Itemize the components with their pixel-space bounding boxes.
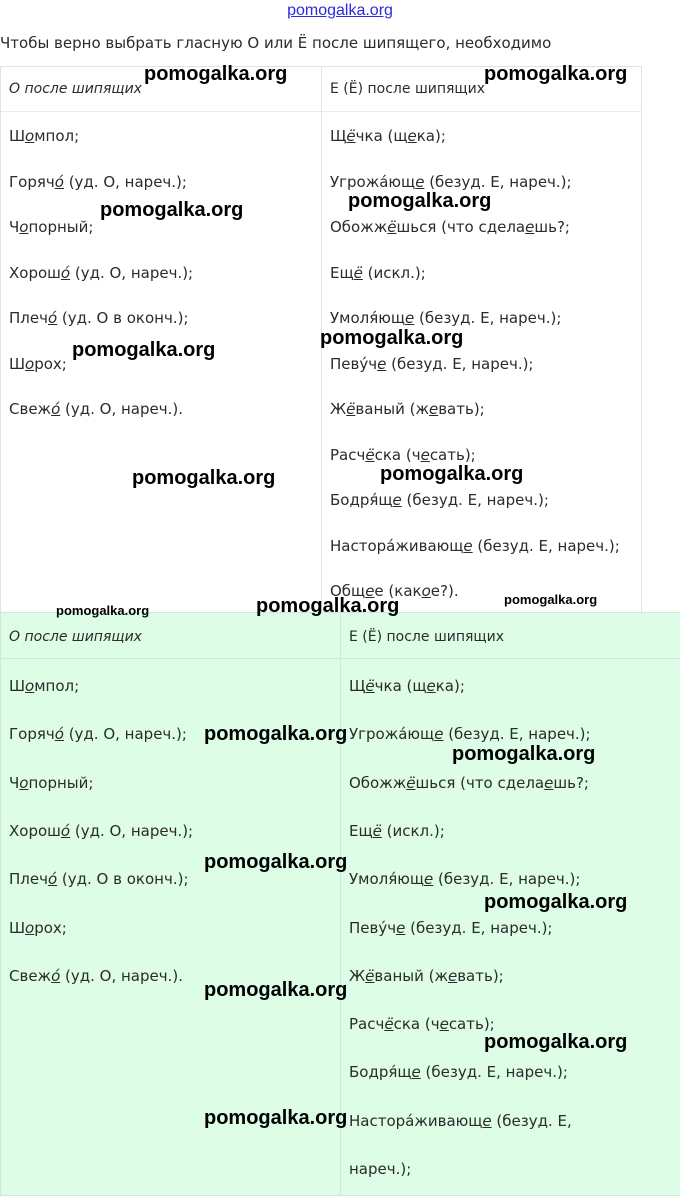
- list-item: [349, 1015, 495, 1033]
- highlighted-vowel: о: [421, 582, 431, 600]
- highlighted-vowel: е: [392, 491, 402, 509]
- word-part: мпол;: [34, 127, 80, 145]
- word-part: рох;: [34, 354, 67, 373]
- word-part: Ш: [9, 677, 26, 695]
- watermark: pomogalka.org: [204, 851, 348, 873]
- word-part: ка);: [435, 677, 465, 695]
- word-part: Расч: [330, 445, 366, 464]
- list-item: [330, 446, 476, 464]
- word-part: (уд. О, нареч.).: [60, 966, 183, 985]
- list-item: [330, 309, 561, 327]
- highlighted-vowel: о́: [60, 821, 71, 840]
- watermark: pomogalka.org: [504, 592, 598, 607]
- word-part: (искл.);: [381, 821, 445, 840]
- list-item: [349, 870, 580, 888]
- word-part: Бодря́щ: [330, 491, 393, 509]
- column-e: [340, 613, 680, 1195]
- word-part: Горяч: [9, 172, 55, 191]
- highlighted-vowel: о: [25, 677, 35, 695]
- list-item: [349, 1160, 411, 1178]
- word-part: порный;: [28, 218, 94, 236]
- word-part: Щ: [349, 677, 366, 695]
- vowel-table: [0, 66, 642, 613]
- highlighted-vowel: ё: [384, 1015, 394, 1034]
- word-part: Ш: [9, 354, 26, 373]
- word-part: (уд. О, нареч.);: [70, 821, 194, 840]
- word-part: Настора́живающ: [330, 536, 464, 555]
- list-item: [9, 264, 193, 282]
- word-part: (безуд. Е, нареч.);: [424, 172, 572, 191]
- word-part: Умоля́ющ: [349, 870, 424, 889]
- word-part: сать);: [429, 445, 476, 464]
- highlighted-vowel: е: [439, 1015, 449, 1034]
- watermark: pomogalka.org: [348, 190, 492, 212]
- list-item: [9, 400, 183, 418]
- highlighted-vowel: ё: [365, 677, 375, 695]
- watermark: pomogalka.org: [100, 199, 244, 221]
- list-item: [9, 774, 93, 792]
- word-part: Угрожа́ющ: [330, 172, 416, 191]
- list-item: [9, 309, 189, 327]
- word-part: Расч: [349, 1015, 385, 1034]
- list-item: [9, 677, 79, 695]
- vowel-table-highlighted: [0, 612, 680, 1196]
- highlighted-vowel: о́: [51, 966, 61, 985]
- highlighted-vowel: е: [411, 1063, 421, 1082]
- word-part: Умоля́ющ: [330, 309, 405, 327]
- list-item: [330, 264, 426, 282]
- highlighted-vowel: о́: [51, 400, 61, 418]
- highlighted-vowel: о: [25, 354, 35, 373]
- highlighted-vowel: о: [19, 773, 29, 792]
- word-part: Свеж: [9, 400, 52, 418]
- word-part: (безуд. Е, нареч.);: [414, 309, 562, 327]
- word-part: Хорош: [9, 821, 61, 840]
- word-part: Певу́ч: [330, 354, 378, 373]
- highlighted-vowel: о: [25, 918, 35, 937]
- word-part: (безуд. Е,: [491, 1111, 572, 1130]
- watermark: pomogalka.org: [320, 327, 464, 349]
- list-item: [9, 870, 189, 888]
- highlighted-vowel: е: [377, 354, 387, 373]
- word-part: нареч.);: [349, 1160, 412, 1178]
- word-part: (уд. О, нареч.).: [60, 400, 183, 418]
- word-part: сать);: [448, 1015, 495, 1034]
- word-part: Настора́живающ: [349, 1111, 483, 1130]
- highlighted-vowel: е: [463, 536, 473, 555]
- watermark: pomogalka.org: [204, 1107, 348, 1129]
- list-item: [9, 822, 193, 840]
- word-part: Бодря́щ: [349, 1063, 412, 1082]
- site-link[interactable]: pomogalka.org: [287, 2, 393, 19]
- word-part: Ж: [349, 966, 366, 985]
- column-o-header: О после шипящих: [9, 81, 142, 97]
- word-part: (безуд. Е, нареч.);: [386, 354, 534, 373]
- highlighted-vowel: е: [426, 677, 436, 695]
- word-part: е (как: [374, 582, 422, 600]
- word-part: (уд. О, нареч.);: [70, 263, 194, 282]
- word-part: (безуд. Е, нареч.);: [405, 918, 553, 937]
- word-part: Плеч: [9, 309, 48, 327]
- word-part: (безуд. Е, нареч.);: [420, 1063, 568, 1082]
- list-item: [9, 173, 187, 191]
- word-part: е?).: [430, 582, 459, 600]
- word-part: Ещ: [330, 263, 354, 282]
- word-part: (безуд. Е, нареч.);: [472, 536, 620, 555]
- highlighted-vowel: е: [482, 1111, 492, 1130]
- watermark: pomogalka.org: [484, 1031, 628, 1053]
- word-part: Плеч: [9, 870, 48, 889]
- watermark: pomogalka.org: [72, 339, 216, 361]
- list-item: [9, 967, 183, 985]
- word-part: Свеж: [9, 966, 52, 985]
- word-part: Угрожа́ющ: [349, 725, 435, 744]
- list-item: [330, 491, 549, 509]
- word-part: вать);: [457, 966, 504, 985]
- list-item: [330, 537, 620, 555]
- watermark: pomogalka.org: [204, 979, 348, 1001]
- highlighted-vowel: ё: [406, 773, 416, 792]
- intro-text: Чтобы верно выбрать гласную О или Ё после шипящего, необходимо: [0, 34, 552, 52]
- word-part: Общ: [330, 582, 366, 600]
- watermark: pomogalka.org: [452, 743, 596, 765]
- word-part: Ещ: [349, 821, 373, 840]
- word-part: Обожж: [330, 218, 388, 236]
- word-part: (безуд. Е, нареч.);: [433, 870, 581, 889]
- word-part: (уд. О, нареч.);: [63, 725, 187, 744]
- highlighted-vowel: о: [19, 218, 29, 236]
- highlighted-vowel: е: [365, 582, 375, 600]
- list-item: [349, 677, 465, 695]
- watermark: pomogalka.org: [256, 595, 400, 617]
- list-item: [9, 218, 93, 236]
- list-item: [349, 725, 591, 743]
- highlighted-vowel: е: [396, 918, 406, 937]
- word-part: Ч: [9, 773, 20, 792]
- word-part: вать);: [438, 400, 485, 418]
- word-part: шь?;: [534, 218, 570, 236]
- highlighted-vowel: е: [405, 309, 415, 327]
- list-item: [9, 919, 67, 937]
- list-item: [9, 725, 187, 743]
- word-part: (уд. О в оконч.);: [57, 870, 189, 889]
- list-item: [349, 1112, 572, 1130]
- highlighted-vowel: ё: [346, 127, 356, 145]
- word-part: Ж: [330, 400, 347, 418]
- list-item: [349, 774, 589, 792]
- highlighted-vowel: ё: [353, 263, 363, 282]
- word-part: чка (щ: [355, 127, 408, 145]
- highlighted-vowel: ё: [365, 966, 375, 985]
- highlighted-vowel: о: [25, 127, 35, 145]
- highlighted-vowel: о́: [47, 870, 58, 889]
- highlighted-vowel: о́: [54, 172, 64, 191]
- highlighted-vowel: о́: [60, 263, 71, 282]
- word-part: порный;: [28, 773, 94, 792]
- word-part: ка);: [416, 127, 446, 145]
- word-part: шь?;: [553, 773, 589, 792]
- highlighted-vowel: е: [447, 966, 458, 985]
- word-part: мпол;: [34, 677, 80, 695]
- word-part: чка (щ: [374, 677, 427, 695]
- highlighted-vowel: е: [407, 127, 417, 145]
- watermark: pomogalka.org: [380, 463, 524, 485]
- highlighted-vowel: е: [424, 870, 434, 889]
- list-item: [330, 400, 485, 418]
- word-part: (искл.);: [362, 263, 426, 282]
- word-part: Щ: [330, 127, 347, 145]
- watermark: pomogalka.org: [484, 63, 628, 85]
- word-part: Горяч: [9, 725, 55, 744]
- watermark: pomogalka.org: [56, 603, 150, 618]
- highlighted-vowel: ё: [387, 218, 397, 236]
- highlighted-vowel: о́: [47, 309, 58, 327]
- word-part: (безуд. Е, нареч.);: [443, 725, 591, 744]
- word-part: Ш: [9, 127, 26, 145]
- word-part: ваный (ж: [374, 966, 448, 985]
- list-item: [330, 173, 572, 191]
- highlighted-vowel: е: [525, 218, 535, 236]
- highlighted-vowel: о́: [54, 725, 64, 744]
- word-part: шься (что сдела: [415, 773, 545, 792]
- word-part: (уд. О, нареч.);: [63, 172, 187, 191]
- watermark: pomogalka.org: [204, 723, 348, 745]
- word-part: (уд. О в оконч.);: [57, 309, 189, 327]
- list-item: [349, 822, 445, 840]
- list-item: [9, 355, 67, 373]
- highlighted-vowel: е: [420, 445, 430, 464]
- word-part: Обожж: [349, 773, 407, 792]
- list-item: [330, 218, 570, 236]
- highlighted-vowel: е: [544, 773, 554, 792]
- list-item: [349, 967, 504, 985]
- word-part: рох;: [34, 918, 67, 937]
- watermark: pomogalka.org: [484, 891, 628, 913]
- list-item: [330, 355, 534, 373]
- word-part: Ш: [9, 918, 26, 937]
- word-part: ваный (ж: [355, 400, 429, 418]
- list-item: [9, 127, 79, 145]
- word-part: ска (ч: [374, 445, 421, 464]
- column-e-header: Е (Ё) после шипящих: [330, 81, 485, 97]
- watermark: pomogalka.org: [144, 63, 288, 85]
- column-o: [1, 613, 340, 1195]
- column-o: [1, 67, 321, 612]
- word-part: Хорош: [9, 263, 61, 282]
- highlighted-vowel: ё: [372, 821, 382, 840]
- word-part: шься (что сдела: [396, 218, 526, 236]
- highlighted-vowel: е: [428, 400, 439, 418]
- highlighted-vowel: е: [434, 725, 444, 744]
- list-item: [330, 127, 446, 145]
- column-o-header: О после шипящих: [9, 629, 142, 645]
- list-item: [349, 919, 553, 937]
- word-part: (безуд. Е, нареч.);: [401, 491, 549, 509]
- word-part: Ч: [9, 218, 20, 236]
- word-part: ска (ч: [393, 1015, 440, 1034]
- highlighted-vowel: ё: [346, 400, 356, 418]
- list-item: [330, 582, 459, 600]
- column-e-header: Е (Ё) после шипящих: [349, 629, 504, 645]
- highlighted-vowel: е: [415, 172, 425, 191]
- word-part: Певу́ч: [349, 918, 397, 937]
- watermark: pomogalka.org: [132, 467, 276, 489]
- highlighted-vowel: ё: [365, 445, 375, 464]
- list-item: [349, 1063, 568, 1081]
- column-e: [321, 67, 641, 612]
